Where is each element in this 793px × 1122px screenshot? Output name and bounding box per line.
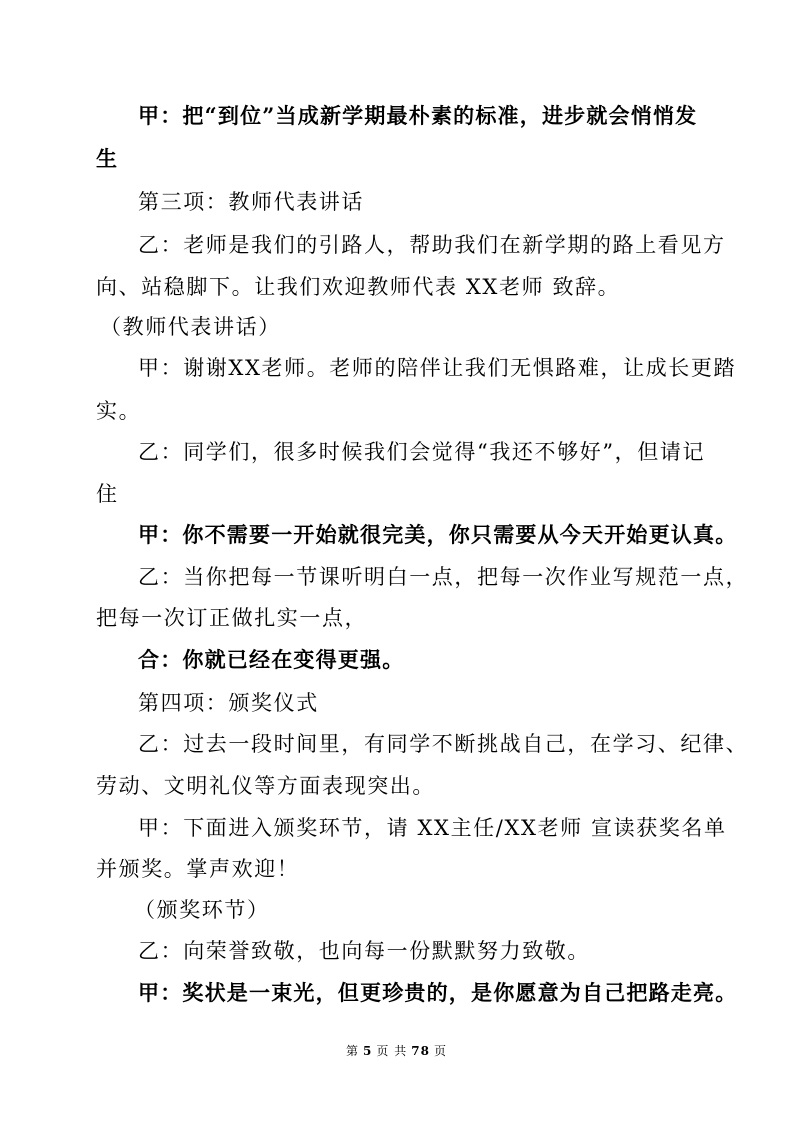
footer-suffix: 页 — [433, 1044, 447, 1058]
footer-total-pages: 78 — [411, 1044, 430, 1058]
paragraph-yi-2-line2: 住 — [96, 482, 119, 506]
paragraph-jia-1-line1: 甲：把“到位”当成新学期最朴素的标准，进步就会悄悄发 — [138, 103, 698, 128]
paragraph-jia-2-line1: 甲：谢谢XX老师。老师的陪伴让我们无惧路难，让成长更踏 — [138, 356, 737, 380]
paragraph-jia-5: 甲：奖状是一束光，但更珍贵的，是你愿意为自己把路走亮。 — [138, 980, 738, 1005]
paragraph-yi-2-line1: 乙：同学们，很多时候我们会觉得“我还不够好”，但请记 — [138, 440, 706, 464]
page-footer — [0, 1043, 793, 1059]
footer-prefix: 第 — [346, 1044, 360, 1058]
stage-direction-award: （颁奖环节） — [134, 898, 270, 922]
stage-direction-teacher: （教师代表讲话） — [100, 315, 281, 339]
paragraph-yi-4-line2: 劳动、文明礼仪等方面表现突出。 — [96, 774, 435, 798]
section-heading-3: 第三项：教师代表讲话 — [138, 190, 364, 214]
paragraph-jia-2-line2: 实。 — [96, 399, 142, 423]
paragraph-jia-4-line1: 甲：下面进入颁奖环节，请 XX主任/XX老师 宣读获奖名单 — [138, 816, 727, 840]
paragraph-yi-3-line1: 乙：当你把每一节课听明白一点，把每一次作业写规范一点， — [138, 565, 749, 589]
paragraph-together: 合：你就已经在变得更强。 — [138, 647, 405, 672]
footer-page-number: 5 — [363, 1044, 373, 1058]
paragraph-yi-1-line2: 向、站稳脚下。让我们欢迎教师代表 XX老师 致辞。 — [96, 275, 621, 299]
footer-middle: 页 共 — [376, 1044, 408, 1058]
paragraph-yi-4-line1: 乙：过去一段时间里，有同学不断挑战自己，在学习、纪律、 — [138, 732, 749, 756]
paragraph-yi-1-line1: 乙：老师是我们的引路人，帮助我们在新学期的路上看见方 — [138, 233, 726, 257]
paragraph-jia-1-line2: 生 — [96, 146, 119, 171]
paragraph-jia-3: 甲：你不需要一开始就很完美，你只需要从今天开始更认真。 — [138, 522, 738, 547]
section-heading-4: 第四项：颁奖仪式 — [138, 691, 319, 715]
paragraph-yi-5: 乙：向荣誉致敬，也向每一份默默努力致敬。 — [138, 939, 590, 963]
paragraph-yi-3-line2: 把每一次订正做扎实一点， — [96, 606, 368, 630]
paragraph-jia-4-line2: 并颁奖。掌声欢迎！ — [96, 857, 300, 881]
